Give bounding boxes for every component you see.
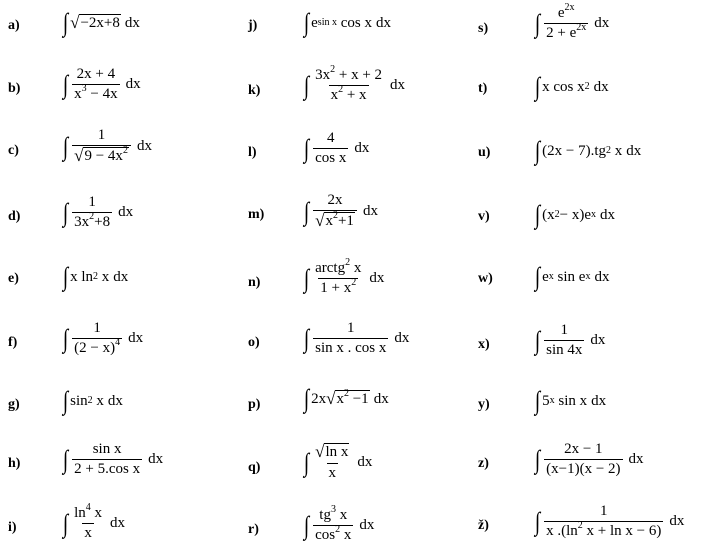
integral-v: ∫ (x 2 − x)e x dx — [534, 200, 615, 229]
label-k: k) — [248, 83, 261, 98]
integral-j: ∫ e sin x cos x dx — [303, 8, 391, 37]
label-m: m) — [248, 207, 265, 222]
label-y: y) — [478, 397, 490, 412]
integral-w: ∫ e x sin e x dx — [534, 262, 610, 291]
integral-f: ∫ $\frac{1}{(2 - x)^4}$ dx — [62, 320, 144, 356]
label-z-caron: ž) — [478, 518, 489, 533]
label-t: t) — [478, 81, 488, 96]
integral-h: ∫ $\frac{\text{sin x}}{\text{2 + 5.cos x}}$ dx — [62, 441, 164, 477]
label-f: f) — [8, 335, 18, 350]
label-j: j) — [248, 18, 258, 33]
integral-c: ∫ 1 √ $9 - 4x^2$ dx — [62, 127, 152, 165]
integral-k: ∫ $\frac{3x^2 + x + 2}{x^2 + x}$ dx — [303, 64, 406, 103]
integral-a: ∫ √ −2x+8 dx — [62, 8, 140, 37]
label-z: z) — [478, 456, 489, 471]
label-e: e) — [8, 271, 19, 286]
integral-q: ∫ √ ln x x dx — [303, 442, 373, 481]
integral-p: ∫ 2x √ $x^2 -1$ dx — [303, 384, 389, 413]
integral-t: ∫ x cos x 2 dx — [534, 72, 609, 101]
integral-z-caron: ∫ $\frac{1}{x .(\ln^2 x + \ln x - 6)}$ dx — [534, 503, 685, 539]
label-g: g) — [8, 397, 20, 412]
label-o: o) — [248, 335, 260, 350]
integral-y: ∫ 5 x sin x dx — [534, 386, 607, 415]
integral-e: ∫ x ln 2 x dx — [62, 262, 129, 291]
integral-g: ∫ sin 2 x dx — [62, 386, 123, 415]
label-d: d) — [8, 209, 21, 224]
integral-o: ∫ $\frac{1}{\text{sin x . cos x}}$ dx — [303, 320, 410, 356]
label-v: v) — [478, 209, 490, 224]
label-h: h) — [8, 456, 21, 471]
label-p: p) — [248, 397, 261, 412]
integral-l: ∫ $\frac{4}{\text{cos x}}$ dx — [303, 130, 370, 166]
label-u: u) — [478, 145, 491, 160]
label-s: s) — [478, 21, 489, 36]
integral-z: ∫ $\frac{2x - 1}{(x-1)(x - 2)}$ dx — [534, 441, 644, 477]
integral-s: ∫ $\frac{e^{2x}}{2 + e^{2x}}$ dx — [534, 2, 610, 41]
integral-x: ∫ $\frac{1}{\sin 4x}$ dx — [534, 322, 606, 358]
label-q: q) — [248, 460, 261, 475]
label-a: a) — [8, 18, 20, 33]
label-l: l) — [248, 145, 257, 160]
integral-r: ∫ $\frac{tg^3 x}{\cos^2 x}$ dx — [303, 504, 375, 543]
label-b: b) — [8, 81, 21, 96]
label-n: n) — [248, 275, 261, 290]
integral-u: ∫ (2x − 7).tg 2 x dx — [534, 136, 642, 165]
integral-b: ∫ $\frac{2x + 4}{x^3 - 4x}$ dx — [62, 66, 141, 102]
integral-m: ∫ 2x √ $x^2+1$ dx — [303, 192, 378, 230]
integral-i: ∫ $\frac{\ln^4 x}{x}$ dx — [62, 502, 126, 541]
label-i: i) — [8, 520, 17, 535]
label-r: r) — [248, 522, 259, 537]
integral-d: ∫ $\frac{1}{3x^2+8}$ dx — [62, 194, 134, 230]
label-x: x) — [478, 337, 490, 352]
label-w: w) — [478, 271, 493, 286]
integral-n: ∫ $\frac{arctg^2 x}{1 + x^2}$ dx — [303, 257, 385, 296]
label-c: c) — [8, 143, 19, 158]
